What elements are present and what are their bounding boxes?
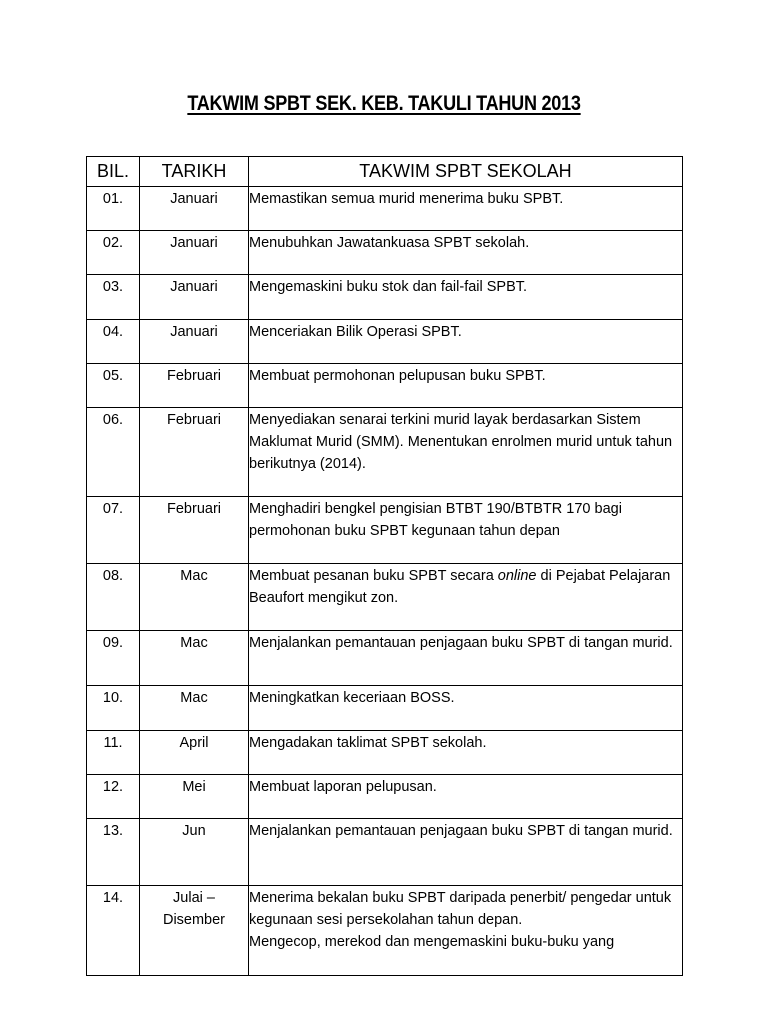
table-row <box>87 320 683 364</box>
row-date: Februari <box>140 408 249 497</box>
page-title: TAKWIM SPBT SEK. KEB. TAKULI TAHUN 2013 <box>187 92 581 115</box>
row-date: Mei <box>140 775 249 819</box>
row-number: 01. <box>87 187 140 231</box>
table-row <box>87 275 683 320</box>
row-number: 02. <box>87 231 140 275</box>
row-date: Januari <box>140 320 249 364</box>
header-tarikh: TARIKH <box>140 157 249 187</box>
row-description <box>249 886 683 976</box>
row-description: Membuat laporan pelupusan. <box>249 775 683 819</box>
row-number: 05. <box>87 364 140 408</box>
table-row <box>87 231 683 275</box>
row-description-line: Mengecop, merekod dan mengemaskini buku-buku yang <box>249 934 615 950</box>
row-date: April <box>140 731 249 775</box>
row-number: 11. <box>87 731 140 775</box>
row-number: 07. <box>87 497 140 564</box>
row-description: Membuat permohonan pelupusan buku SPBT. <box>249 364 683 408</box>
table-header-row <box>87 157 683 187</box>
row-date: Februari <box>140 364 249 408</box>
table-row <box>87 564 683 631</box>
row-number: 10. <box>87 686 140 731</box>
row-date-line: Julai – <box>173 890 215 906</box>
row-number: 06. <box>87 408 140 497</box>
row-date: Mac <box>140 686 249 731</box>
table-row <box>87 408 683 497</box>
row-number: 13. <box>87 819 140 886</box>
row-number: 08. <box>87 564 140 631</box>
row-date: Februari <box>140 497 249 564</box>
row-date: Mac <box>140 631 249 686</box>
header-bil: BIL. <box>87 157 140 187</box>
row-description: Menubuhkan Jawatankuasa SPBT sekolah. <box>249 231 683 275</box>
row-description: Mengemaskini buku stok dan fail-fail SPBT. <box>249 275 683 320</box>
table-row <box>87 731 683 775</box>
row-number: 04. <box>87 320 140 364</box>
row-description: Menjalankan pemantauan penjagaan buku SPBT di tangan murid. <box>249 631 683 686</box>
row-description-part: di Pejabat Pelajaran Beaufort mengikut zon. <box>249 568 671 606</box>
row-number: 09. <box>87 631 140 686</box>
row-description: Menceriakan Bilik Operasi SPBT. <box>249 320 683 364</box>
row-date: Januari <box>140 231 249 275</box>
row-date: Jun <box>140 819 249 886</box>
row-number: 12. <box>87 775 140 819</box>
row-description: Meningkatkan keceriaan BOSS. <box>249 686 683 731</box>
row-number: 14. <box>87 886 140 976</box>
row-date: Januari <box>140 187 249 231</box>
row-date-line: Disember <box>162 912 226 928</box>
table-row <box>87 686 683 731</box>
row-description: Memastikan semua murid menerima buku SPBT. <box>249 187 683 231</box>
table-row <box>87 631 683 686</box>
row-description: Menghadiri bengkel pengisian BTBT 190/BTBTR 170 bagi permohonan buku SPBT kegunaan tahun depan <box>249 497 683 564</box>
row-description <box>249 564 683 631</box>
row-date: Mac <box>140 564 249 631</box>
table-row <box>87 819 683 886</box>
row-description: Menjalankan pemantauan penjagaan buku SPBT di tangan murid. <box>249 819 683 886</box>
schedule-table <box>86 156 683 976</box>
row-date: Januari <box>140 275 249 320</box>
row-description: Menyediakan senarai terkini murid layak berdasarkan Sistem Maklumat Murid (SMM). Menentukan enrolmen murid untuk tahun berikutnya (2014). <box>249 408 683 497</box>
row-date <box>140 886 249 976</box>
row-number: 03. <box>87 275 140 320</box>
row-description-line: Menerima bekalan buku SPBT daripada penerbit/ pengedar untuk kegunaan sesi persekolahan tahun depan. <box>249 890 672 928</box>
table-row <box>87 187 683 231</box>
table-row <box>87 364 683 408</box>
header-takwim: TAKWIM SPBT SEKOLAH <box>249 157 683 187</box>
table-row <box>87 497 683 564</box>
table-row <box>87 775 683 819</box>
table-row <box>87 886 683 976</box>
row-description-part: Membuat pesanan buku SPBT secara <box>249 568 498 584</box>
row-description: Mengadakan taklimat SPBT sekolah. <box>249 731 683 775</box>
row-description-emphasis: online <box>497 568 537 584</box>
